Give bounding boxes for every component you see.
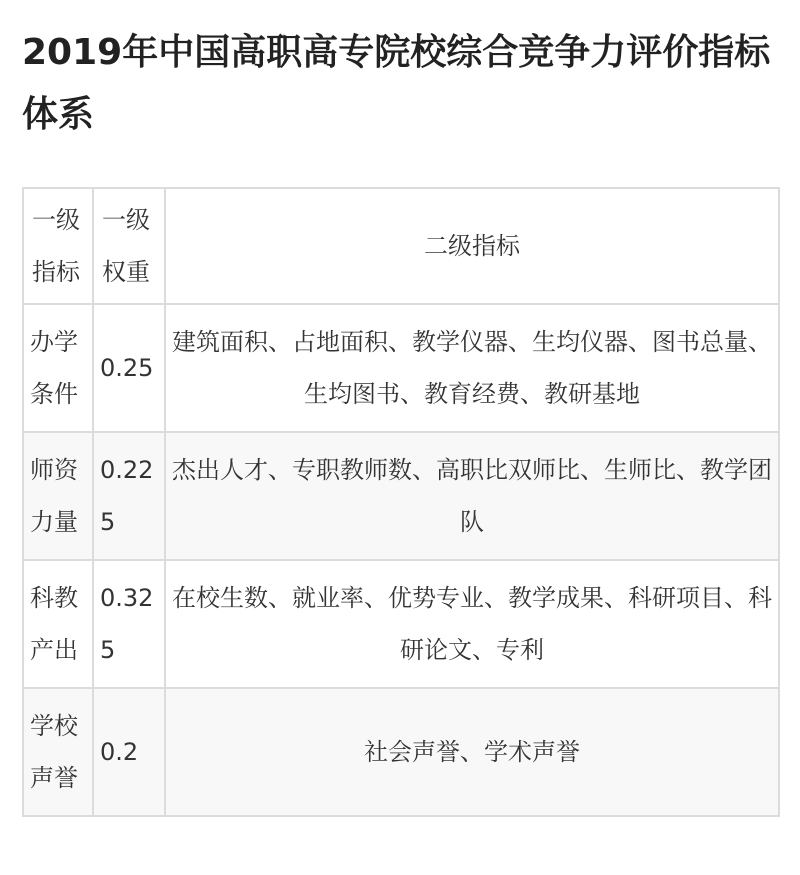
indicator-table <box>22 187 780 817</box>
level2-cell: 在校生数、就业率、优势专业、教学成果、科研项目、科研论文、专利 <box>165 560 779 688</box>
level1-cell: 师资力量 <box>23 432 93 560</box>
header-level1-indicator: 一级指标 <box>23 188 93 304</box>
weight-cell: 0.225 <box>93 432 165 560</box>
header-level1-weight: 一级权重 <box>93 188 165 304</box>
table-row <box>23 432 779 560</box>
page-title: 2019年中国高职高专院校综合竞争力评价指标体系 <box>22 32 771 135</box>
header-level2-indicator: 二级指标 <box>165 188 779 304</box>
table-row <box>23 304 779 432</box>
table-row <box>23 688 779 816</box>
weight-cell: 0.325 <box>93 560 165 688</box>
level1-cell: 科教产出 <box>23 560 93 688</box>
table-header-row <box>23 188 779 304</box>
weight-cell: 0.2 <box>93 688 165 816</box>
level1-cell: 办学条件 <box>23 304 93 432</box>
table-row <box>23 560 779 688</box>
weight-cell: 0.25 <box>93 304 165 432</box>
level1-cell: 学校声誉 <box>23 688 93 816</box>
level2-cell: 杰出人才、专职教师数、高职比双师比、生师比、教学团队 <box>165 432 779 560</box>
level2-cell: 建筑面积、占地面积、教学仪器、生均仪器、图书总量、生均图书、教育经费、教研基地 <box>165 304 779 432</box>
level2-cell: 社会声誉、学术声誉 <box>165 688 779 816</box>
